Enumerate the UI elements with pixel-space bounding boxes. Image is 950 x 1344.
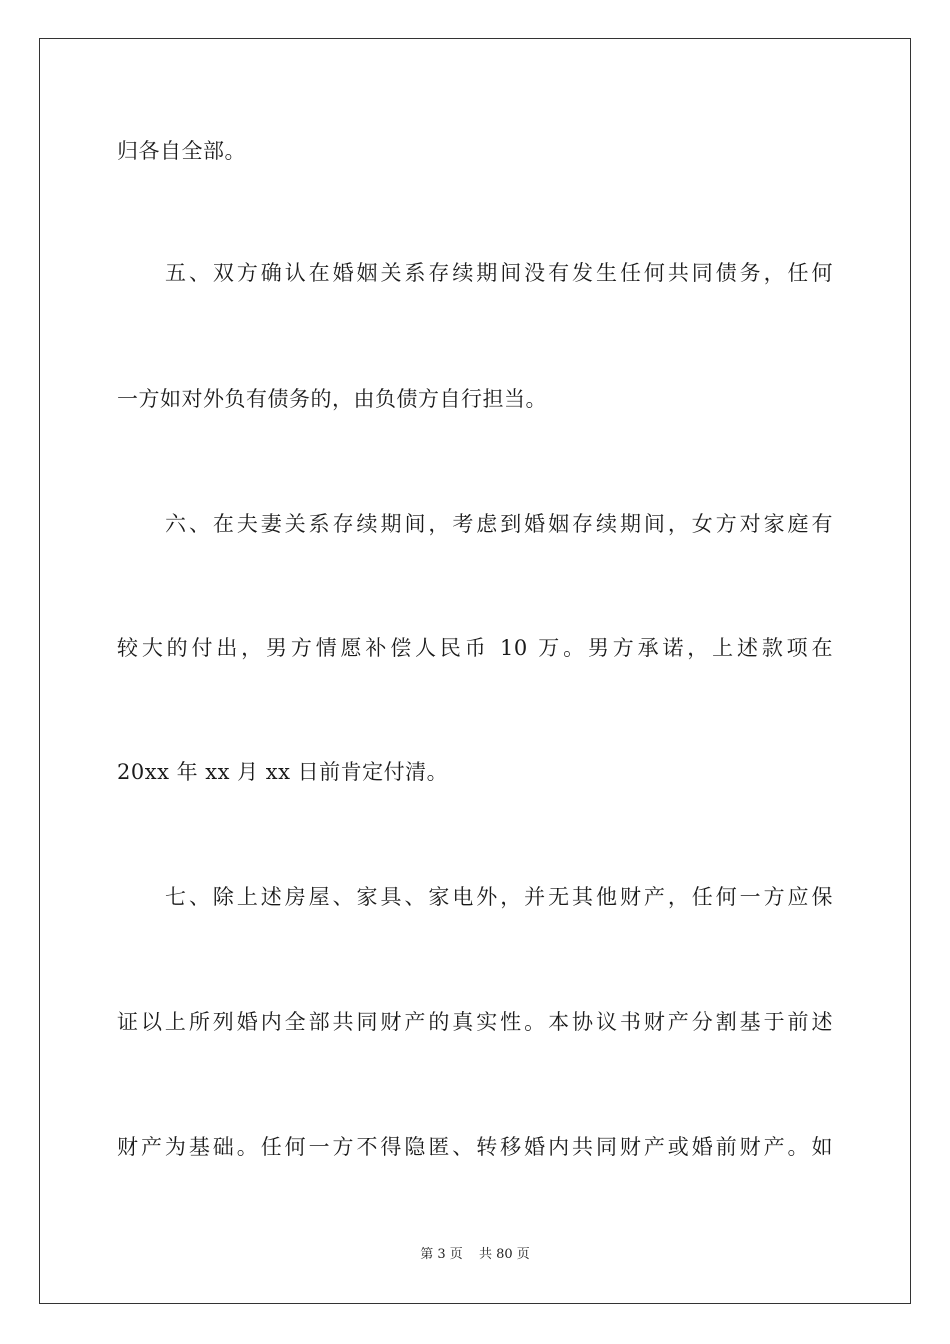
page-number: 第 3 页 [420,1247,463,1262]
paragraph-line: 七、除上述房屋、家具、家电外，并无其他财产，任何一方应保 [165,885,833,909]
page-footer [0,1246,950,1264]
paragraph-line: 六、在夫妻关系存续期间，考虑到婚姻存续期间，女方对家庭有 [165,512,833,536]
paragraph-line: 归各自全部。 [117,139,246,163]
paragraph-line: 较大的付出，男方情愿补偿人民币 10 万。男方承诺，上述款项在 [117,636,833,660]
paragraph-line: 证以上所列婚内全部共同财产的真实性。本协议书财产分割基于前述 [117,1010,833,1034]
page-total: 共 80 页 [478,1247,530,1262]
paragraph-line: 20xx 年 xx 月 xx 日前肯定付清。 [117,760,449,784]
page-border [39,38,911,1304]
paragraph-line: 财产为基础。任何一方不得隐匿、转移婚内共同财产或婚前财产。如 [117,1135,833,1159]
paragraph-line: 五、双方确认在婚姻关系存续期间没有发生任何共同债务，任何 [165,261,833,285]
paragraph-line: 一方如对外负有债务的，由负债方自行担当。 [117,387,547,411]
